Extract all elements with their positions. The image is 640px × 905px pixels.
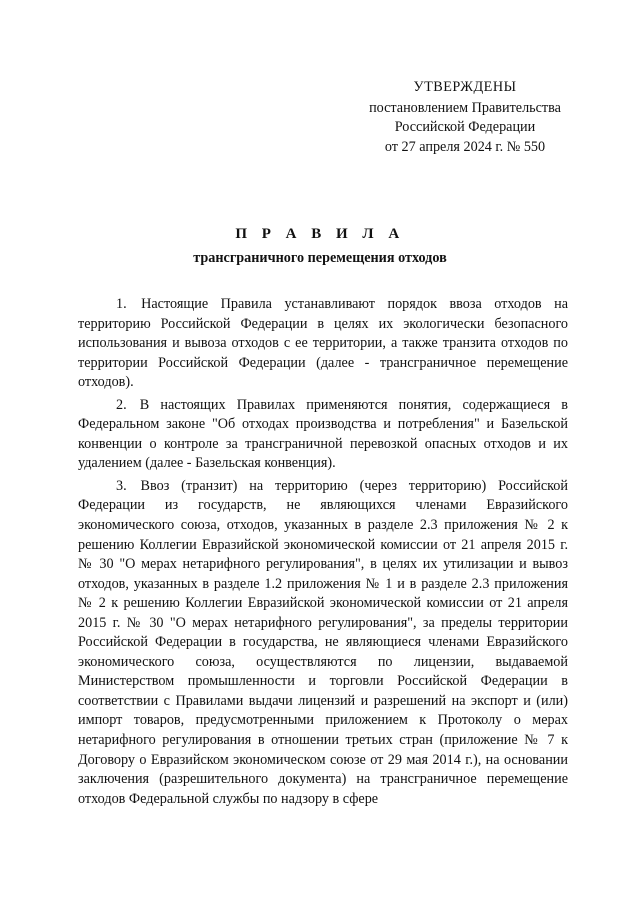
- paragraph-number: 2.: [116, 396, 127, 413]
- paragraph: [78, 477, 568, 809]
- paragraph-text: Ввоз (транзит) на территорию (через территорию) Российской Федерации из государств, не являющихся членами Евразийского экономического союза, отходов, указанных в разделе 2.3 приложения № 2 к решению Коллегии Евразийской экономической комиссии от 21 апреля 2015 г. № 30 "О мерах нетарифного регулирования", в целях их утилизации и вывоз отходов, указанных в разделе 1.2 приложения № 1 и в разделе 2.3 приложения № 2 к решению Коллегии Евразийской экономической комиссии от 21 апреля 2015 г. № 30 "О мерах нетарифного регулирования", за пределы территории Российской Федерации в государства, не являющиеся членами Евразийского экономического союза, осуществляются по лицензии, выдаваемой Министерством промышленности и торговли Российской Федерации в соответствии с Правилами выдачи лицензий и разрешений на экспорт и (или) импорт товаров, предусмотренными приложением к Протоколу о мерах нетарифного регулирования в отношении третьих стран (приложение № 7 к Договору о Евразийском экономическом союзе от 29 мая 2014 г.), на основании заключения (разрешительного документа) на трансграничное перемещение отходов Федеральной службы по надзору в сфере: [78, 477, 568, 807]
- approval-block: [300, 78, 630, 157]
- approval-heading: УТВЕРЖДЕНЫ: [413, 79, 517, 95]
- paragraph-number: 3.: [116, 477, 127, 494]
- document-subtitle: трансграничного перемещения отходов: [193, 250, 447, 266]
- paragraph-number: 1.: [116, 296, 127, 312]
- approval-line: Российской Федерации: [394, 119, 536, 136]
- document-title: П Р А В И Л А: [235, 226, 405, 242]
- paragraph: [78, 396, 568, 474]
- approval-line: от 27 апреля 2024 г. № 550: [384, 138, 546, 155]
- paragraph-text: В настоящих Правилах применяются понятия, содержащиеся в Федеральном законе "Об отходах производства и потребления" и Базельской конвенции о контроле за трансграничной перевозкой опасных отходов и их удалением (далее - Базельская конвенция).: [78, 396, 569, 472]
- paragraph: [78, 295, 568, 393]
- document-body: [78, 295, 568, 809]
- approval-line: постановлением Правительства: [369, 99, 561, 116]
- paragraph-text: Настоящие Правила устанавливают порядок ввоза отходов на территорию Российской Федерации в целях их экологически безопасного использования и вывоза отходов с ее территории, а также транзита отходов по территории Российской Федерации (далее - трансграничное перемещение отходов).: [78, 296, 569, 391]
